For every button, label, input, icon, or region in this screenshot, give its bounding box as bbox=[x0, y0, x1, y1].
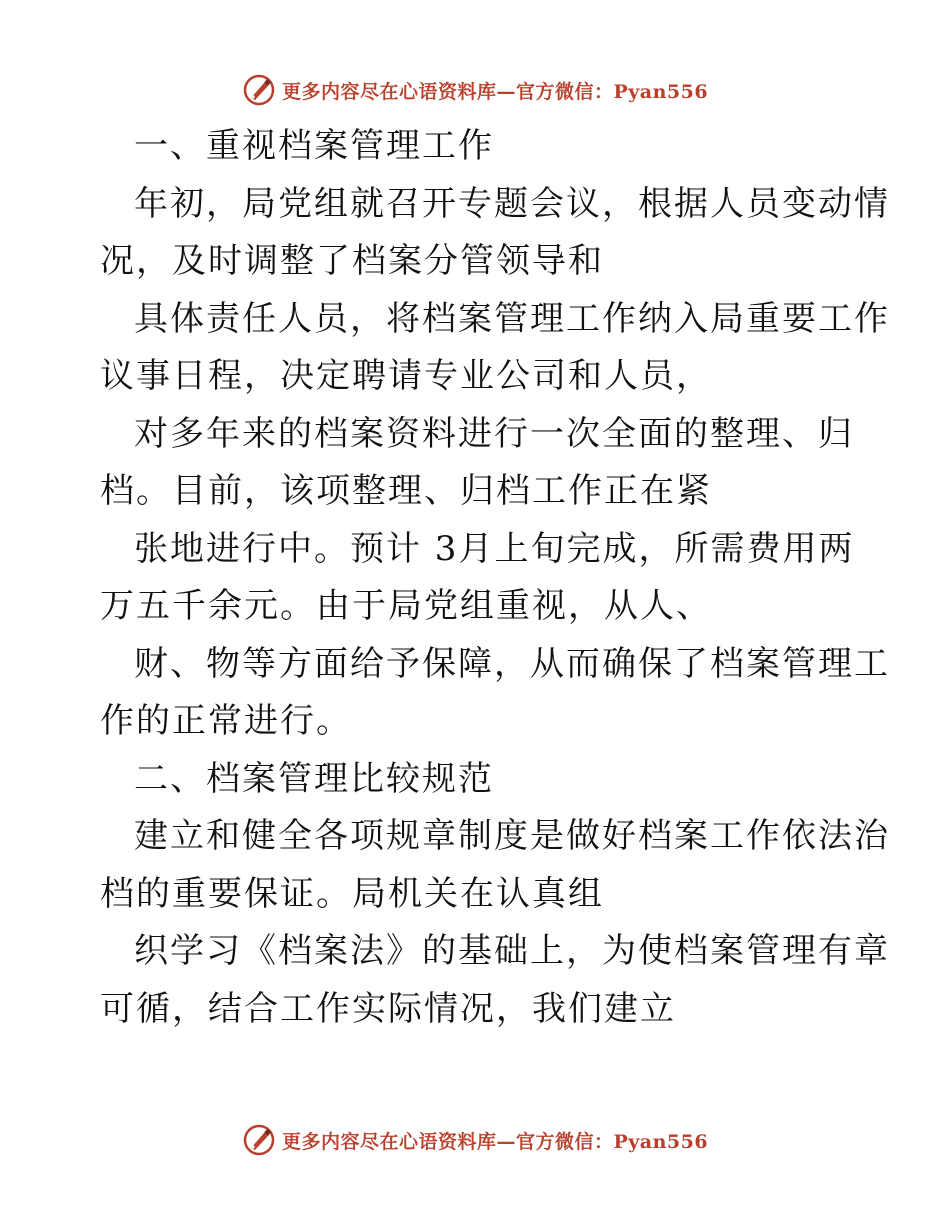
text-line: 建立和健全各项规章制度是做好档案工作依法治 bbox=[134, 816, 890, 856]
pen-logo-icon bbox=[242, 1123, 276, 1157]
text-line: 织学习《档案法》的基础上，为使档案管理有章 bbox=[134, 931, 890, 971]
text-line: 具体责任人员，将档案管理工作纳入局重要工作 bbox=[134, 298, 890, 339]
text-line: 张地进行中。预计 3月上旬完成，所需费用两 bbox=[134, 528, 855, 569]
document-body bbox=[100, 118, 890, 1038]
header-watermark bbox=[0, 70, 950, 110]
footer-watermark-text: 更多内容尽在心语资料库—官方微信：Pyan556 bbox=[281, 1130, 709, 1153]
pen-logo-icon bbox=[242, 73, 276, 107]
text-line: 档的重要保证。局机关在认真组 bbox=[100, 873, 604, 914]
text-line: 万五千余元。由于局党组重视，从人、 bbox=[100, 586, 712, 626]
text-line: 一、重视档案管理工作 bbox=[134, 126, 494, 166]
text-line: 作的正常进行。 bbox=[100, 701, 352, 741]
text-line: 况，及时调整了档案分管领导和 bbox=[100, 241, 604, 281]
footer-watermark bbox=[0, 1120, 950, 1160]
text-line: 二、档案管理比较规范 bbox=[134, 758, 494, 799]
text-line: 档。目前，该项整理、归档工作正在紧 bbox=[100, 471, 712, 511]
text-line: 可循，结合工作实际情况，我们建立 bbox=[100, 988, 676, 1029]
text-line: 年初，局党组就召开专题会议，根据人员变动情 bbox=[134, 183, 890, 224]
text-line: 对多年来的档案资料进行一次全面的整理、归 bbox=[134, 413, 854, 454]
text-line: 议事日程，决定聘请专业公司和人员， bbox=[100, 356, 712, 396]
text-line: 财、物等方面给予保障，从而确保了档案管理工 bbox=[134, 643, 890, 684]
header-watermark-text: 更多内容尽在心语资料库—官方微信：Pyan556 bbox=[281, 80, 709, 103]
